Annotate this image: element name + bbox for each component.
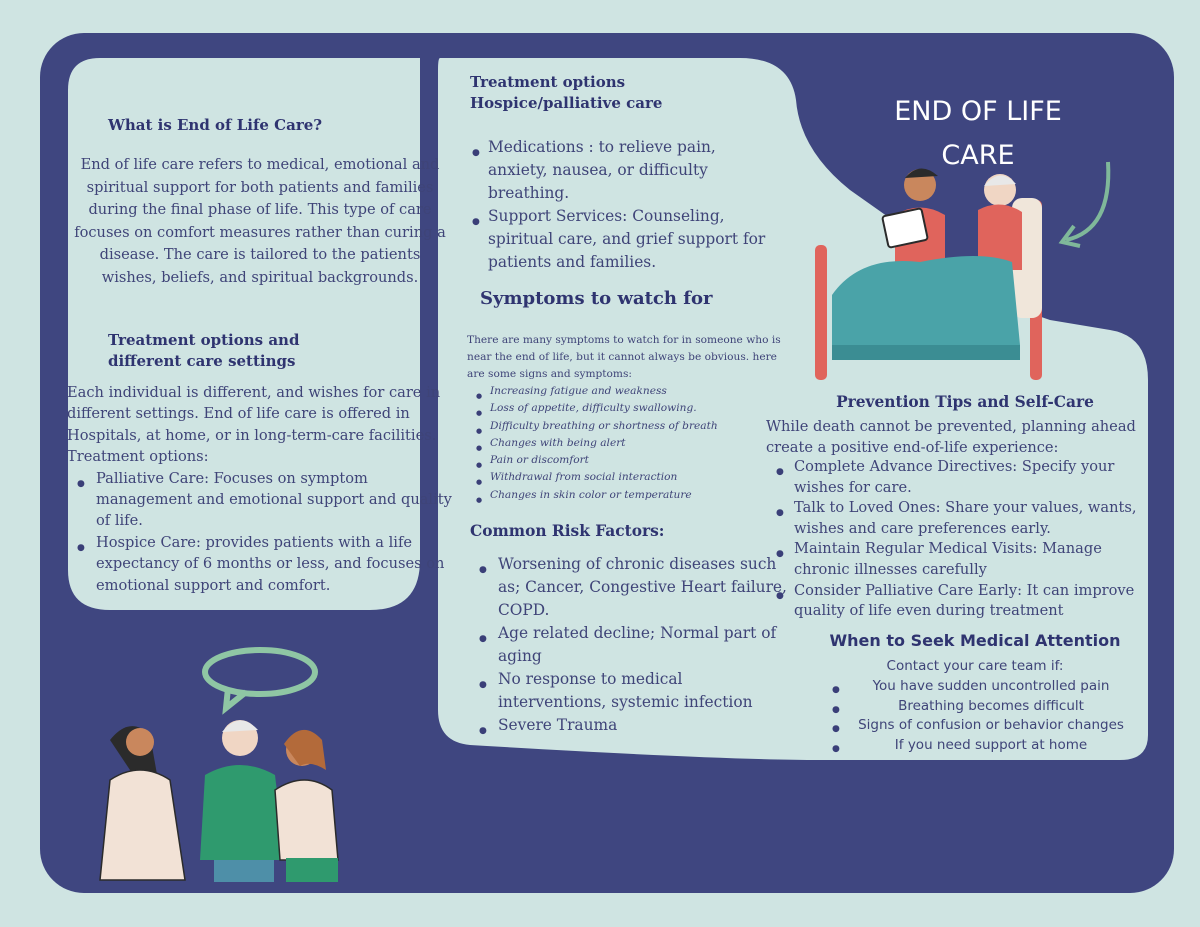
page-title: END OF LIFE CARE	[894, 96, 1062, 171]
list-item: ● Loss of appetite, difficulty swallowing.	[490, 400, 790, 417]
list-item: ● If you need support at home	[846, 736, 1136, 756]
seek-heading: When to Seek Medical Attention	[829, 631, 1121, 650]
prevention-heading: Prevention Tips and Self-Care	[836, 393, 1094, 411]
list-item: ● Complete Advance Directives: Specify your wishes for care.	[794, 457, 1144, 498]
list-item: ● Signs of confusion or behavior changes	[846, 716, 1136, 736]
list-item: ● Difficulty breathing or shortness of breath	[490, 418, 790, 435]
list-item: ● You have sudden uncontrolled pain	[846, 677, 1136, 697]
intro-heading: What is End of Life Care?	[108, 116, 323, 134]
list-item: ● Talk to Loved Ones: Share your values, wants, wishes and care preferences early.	[794, 498, 1144, 539]
list-item: ● Increasing fatigue and weakness	[490, 383, 790, 400]
list-item: ● Support Services: Counseling, spiritual care, and grief support for patients and families.	[488, 205, 768, 274]
care-settings-text: Each individual is different, and wishes for care in different settings. End of life care is offered in Hospitals, at home, or in long-term-care facilities. Treatment options:	[67, 384, 441, 466]
list-item: ● Breathing becomes difficult	[846, 697, 1136, 717]
seek-intro: Contact your care team if:	[886, 658, 1064, 674]
symptoms-heading: Symptoms to watch for	[480, 288, 713, 309]
prevention-intro: While death cannot be prevented, planning ahead create a positive end-of-life experience:	[766, 418, 1136, 456]
risk-list	[498, 553, 788, 737]
list-item: ● Worsening of chronic diseases such as; Cancer, Congestive Heart failure, COPD.	[498, 553, 788, 622]
list-item: ● Palliative Care: Focuses on symptom management and emotional support and quality of life.	[96, 468, 457, 532]
prevention-list	[794, 457, 1144, 622]
list-item: ● Changes in skin color or temperature	[490, 487, 790, 504]
symptoms-intro: There are many symptoms to watch for in someone who is near the end of life, but it cannot always be obvious. here are some signs and symptoms:	[467, 334, 781, 380]
care-settings-heading: Treatment options and different care settings	[108, 331, 300, 370]
list-item: ● Maintain Regular Medical Visits: Manage chronic illnesses carefully	[794, 539, 1144, 580]
list-item: ● Consider Palliative Care Early: It can improve quality of life even during treatment	[794, 581, 1144, 622]
care-settings-list	[96, 468, 457, 596]
list-item: ● Hospice Care: provides patients with a life expectancy of 6 months or less, and focuses on emotional support and comfort.	[96, 532, 457, 596]
seek-list	[846, 677, 1136, 755]
list-item: ● Age related decline; Normal part of aging	[498, 622, 788, 668]
risk-heading: Common Risk Factors:	[470, 522, 665, 540]
list-item: ● Withdrawal from social interaction	[490, 469, 790, 486]
list-item: ● Changes with being alert	[490, 435, 790, 452]
intro-text: End of life care refers to medical, emotional and spiritual support for both patients and families during the final phase of life. This type of care focuses on comfort measures rather than curing a disease. The care is tailored to the patients wishes, beliefs, and spiritual backgrounds.	[74, 156, 446, 286]
care-settings-section	[67, 382, 457, 596]
hospice-heading: Treatment options Hospice/palliative care	[470, 73, 663, 112]
list-item: ● Severe Trauma	[498, 714, 788, 737]
hospice-list	[488, 136, 768, 274]
symptoms-list	[490, 383, 790, 504]
list-item: ● Pain or discomfort	[490, 452, 790, 469]
list-item: ● Medications : to relieve pain, anxiety, nausea, or difficulty breathing.	[488, 136, 768, 205]
list-item: ● No response to medical interventions, systemic infection	[498, 668, 788, 714]
